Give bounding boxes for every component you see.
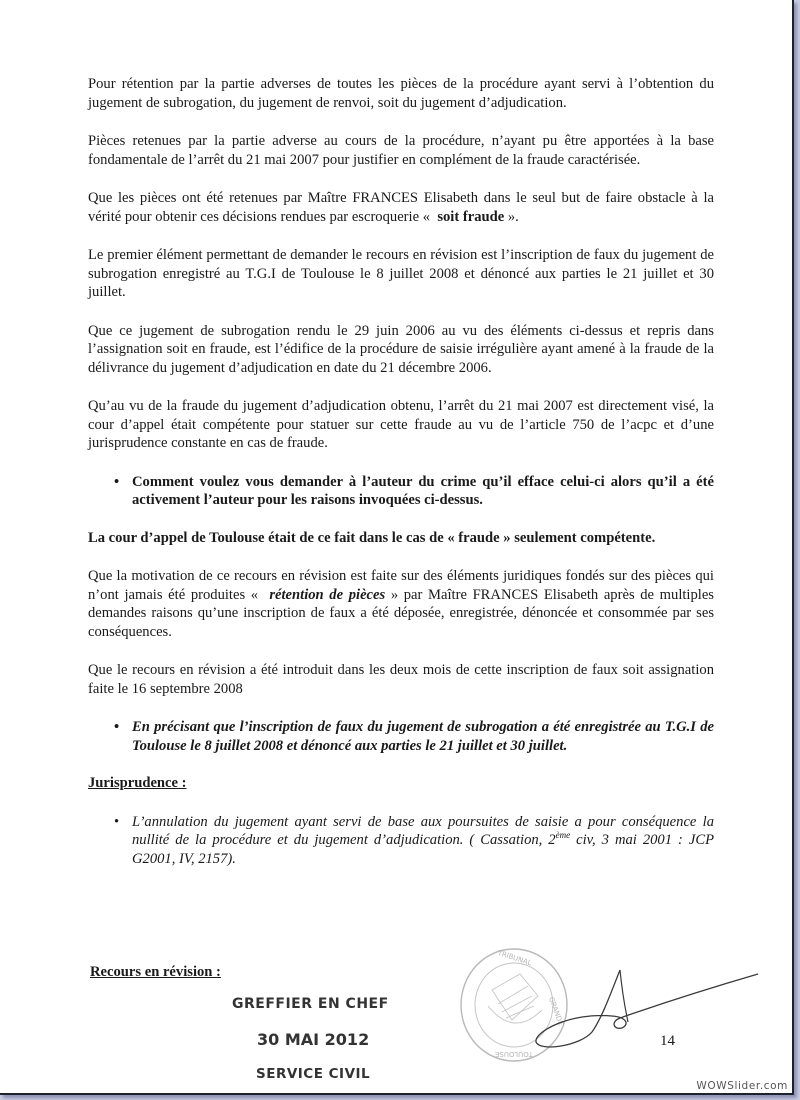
svg-text:TRIBUNAL: TRIBUNAL <box>496 948 533 968</box>
text-segment: civ, 3 mai 2001 : JCP G2001, IV, 2157). <box>132 832 714 867</box>
stamp-greffier: GREFFIER EN CHEF <box>232 996 389 1012</box>
text-segment: L’annulation du jugement ayant servi de base aux poursuites de saisie a pour conséquence la nullité de la procédure et du jugement d’adjudication. ( Cassation, 2 <box>132 813 714 848</box>
emphasis-soit-fraude: soit fraude <box>437 208 505 225</box>
paragraph-retention: Pour rétention par la partie adverses de toutes les pièces de la procédure ayant servi à l’obtention du jugement de subrogation, du jugement de renvoi, soit du jugement d’adjudication. <box>88 76 714 111</box>
svg-text:GRANDE: GRANDE <box>547 995 565 1027</box>
stamp-date: 30 MAI 2012 <box>257 1030 370 1049</box>
bullet-item-precision <box>88 718 714 755</box>
paragraph-maitre-frances <box>88 189 714 226</box>
signature-icon <box>530 960 760 1050</box>
bullet-icon: • <box>114 719 120 735</box>
emphasis-retention-pieces: rétention de pièces <box>269 586 386 603</box>
statement-cour-appel: La cour d’appel de Toulouse était de ce fait dans le cas de « fraude » seulement compétente. <box>88 529 656 546</box>
paragraph-premier-element: Le premier élément permettant de demander le recours en révision est l’inscription de faux du jugement de subrogation enregistré au T.G.I de Toulouse le 8 juillet 2008 et dénoncé aux parties le 21 juillet et 30 juillet. <box>88 247 714 300</box>
bullet-icon: • <box>114 473 120 490</box>
bullet-item-question <box>88 473 714 510</box>
paragraph-fraude-adjudication: Qu’au vu de la fraude du jugement d’adjudication obtenu, l’arrêt du 21 mai 2007 est directement visé, la cour d’appel était compétente pour statuer sur cette fraude au vu de l’article 750 de l’acpc et d’une jurisprudence constante en cas de fraude. <box>88 398 714 451</box>
paragraph-recours-introduit: Que le recours en révision a été introduit dans les deux mois de cette inscription de faux soit assignation faite le 16 septembre 2008 <box>88 662 714 697</box>
watermark-link[interactable]: WOWSlider.com <box>692 1079 792 1093</box>
bullet-text <box>132 814 714 867</box>
bullet-icon: • <box>114 813 120 830</box>
page-number: 14 <box>660 1033 675 1049</box>
paragraph-pieces-retenues: Pièces retenues par la partie adverse au cours de la procédure, n’ayant pu être apportées à la base fondamentale de l’arrêt du 21 mai 2007 pour justifier en complément de la fraude caractérisée. <box>88 133 714 168</box>
paragraph-jugement-subrogation: Que ce jugement de subrogation rendu le 29 juin 2006 au vu des éléments ci-dessus et repris dans l’assignation soit en fraude, est l’édifice de la procédure de saisie irrégulière ayant amené à la fraude de la délivrance du jugement d’adjudication en date du 21 décembre 2006. <box>88 322 714 376</box>
document-body <box>88 75 714 887</box>
bullet-item-annulation <box>88 813 714 869</box>
bullet-text: En précisant que l’inscription de faux du jugement de subrogation a été enregistrée au T.G.I de Toulouse le 8 juillet 2008 et dénoncé aux parties le 21 juillet et 30 juillet. <box>132 719 714 754</box>
svg-text:TOULOUSE: TOULOUSE <box>494 1050 534 1058</box>
heading-jurisprudence: Jurisprudence : <box>88 775 187 791</box>
text-segment: Que les pièces ont été retenues par Maître FRANCES Elisabeth dans le seul but de faire obstacle à la vérité pour obtenir ces décisions rendues par escroquerie « <box>88 190 714 225</box>
heading-recours-revision: Recours en révision : <box>90 964 221 980</box>
text-segment: ». <box>507 208 519 225</box>
text-segment: » par Maître FRANCES Elisabeth après de multiples demandes raisons qu’une inscription de faux a été déposée, enregistrée, dénoncée et consommée par ses conséquences. <box>88 586 714 640</box>
text-segment: Que la motivation de ce recours en révision est faite sur des éléments juridiques fondés sur des pièces qui n’ont jamais été produites « <box>88 568 714 603</box>
stamp-service: SERVICE CIVIL <box>256 1066 371 1082</box>
superscript: ème <box>555 830 571 841</box>
bullet-text: Comment voulez vous demander à l’auteur du crime qu’il efface celui-ci alors qu’il a été activement l’auteur pour les raisons invoquées ci-dessus. <box>132 473 714 508</box>
paragraph-motivation <box>88 567 714 641</box>
